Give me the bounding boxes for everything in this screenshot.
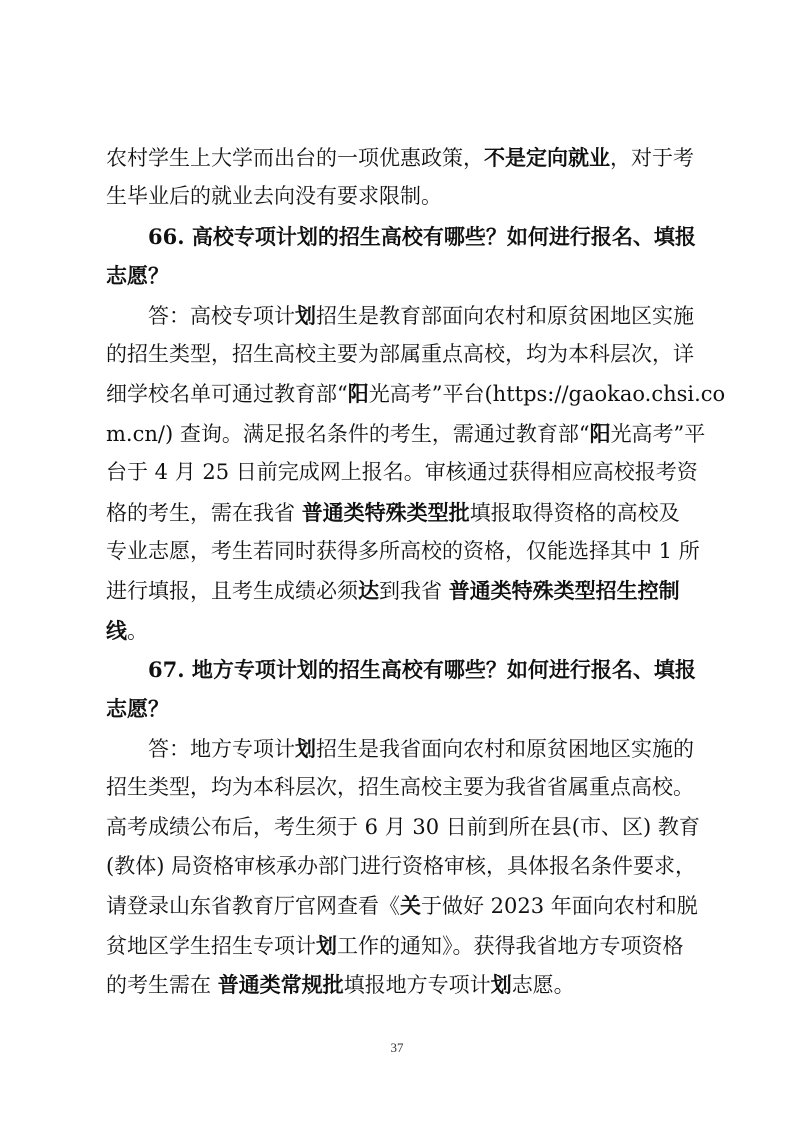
text-run: 招生是教育部面向农村和原贫困地区实施 <box>316 303 694 328</box>
text-run: 答：高校专项计 <box>148 303 295 328</box>
text-run: 专业志愿，考生若同时获得多所高校的资格，仅能选择其中 1 所 <box>106 538 700 563</box>
bold-text-run: 关 <box>400 893 421 919</box>
text-run: 贫地区学生招生专项计 <box>106 933 316 958</box>
bold-text-run: 划 <box>316 932 337 958</box>
question-66-title <box>106 217 696 256</box>
answer-66-line <box>106 453 698 492</box>
text-run: 生毕业后的就业去向没有要求限制。 <box>106 184 442 209</box>
text-run: 工作的通知》。获得我省地方专项资格 <box>337 933 684 958</box>
text-run: 。 <box>127 618 148 643</box>
page-number: 37 <box>390 1040 404 1055</box>
answer-66-line <box>106 532 700 571</box>
bold-text-run: 划 <box>295 735 316 761</box>
paragraph-line <box>106 138 694 177</box>
bold-text-run: 普通类常规批 <box>217 972 344 998</box>
document-body <box>106 138 726 1005</box>
question-67-title-cont <box>106 689 690 728</box>
text-run: (教体) 局资格审核承办部门进行资格审核，具体报名条件要求， <box>106 854 697 879</box>
bold-text-run: 划 <box>295 302 316 328</box>
text-run: 志愿。 <box>511 973 575 998</box>
answer-67-line <box>106 768 694 807</box>
paragraph-line <box>106 177 690 216</box>
text-run: 的招生类型，招生高校主要为部属重点高校，均为本科层次，详 <box>106 341 694 366</box>
text-run: 请登录山东省教育厅官网查看《 <box>106 894 400 919</box>
text-run: 填报取得资格的高校及 <box>469 500 680 525</box>
bold-text-run: 线 <box>106 617 127 643</box>
text-run: 的考生需在 <box>106 973 218 998</box>
bold-text-run: 达 <box>358 578 379 604</box>
text-run: 光高考”平台(https://gaokao.chsi.co <box>368 382 726 407</box>
text-run: 进行填报，且考生成绩必须 <box>106 579 358 604</box>
text-run: 高考成绩公布后，考生须于 6 月 30 日前到所在县(市、区) 教育 <box>106 814 700 839</box>
answer-67-line <box>106 886 698 925</box>
answer-67-line <box>106 965 690 1004</box>
question-heading: 67. 地方专项计划的招生高校有哪些？如何进行报名、填报 <box>148 657 696 683</box>
text-run: ，对于考 <box>610 146 694 170</box>
answer-66-line <box>106 611 690 650</box>
answer-67-line <box>106 847 697 886</box>
text-run: 于做好 2023 年面向农村和脱 <box>421 894 698 919</box>
question-heading: 66. 高校专项计划的招生高校有哪些？如何进行报名、填报 <box>148 223 696 249</box>
text-run: 填报地方专项计 <box>343 973 491 998</box>
question-heading: 志愿？ <box>106 263 169 289</box>
bold-text-run: 阳 <box>347 381 369 407</box>
answer-67-line <box>106 808 700 847</box>
answer-67-line <box>106 729 694 768</box>
text-run: 招生类型，均为本科层次，招生高校主要为我省省属重点高校。 <box>106 775 694 800</box>
text-run: 台于 4 月 25 日前完成网上报名。审核通过获得相应高校报考资 <box>106 460 698 485</box>
bold-text-run: 划 <box>490 972 512 998</box>
text-run: 招生是我省面向农村和原贫困地区实施的 <box>316 736 694 761</box>
text-run: 到我省 <box>379 579 449 604</box>
text-run: 答：地方专项计 <box>148 736 295 761</box>
answer-66-line <box>106 571 690 610</box>
bold-text-run: 普通类特殊类型批 <box>301 499 470 525</box>
bold-text-run: 普通类特殊类型招生控制 <box>448 578 680 604</box>
answer-66-line <box>106 335 694 374</box>
question-67-title <box>106 650 696 689</box>
text-run: 细学校名单可通过教育部“ <box>106 382 348 407</box>
bold-text-run: 阳 <box>589 420 611 446</box>
text-run: 格的考生，需在我省 <box>106 500 302 525</box>
text-run: 农村学生上大学而出台的一项优惠政策， <box>106 146 484 170</box>
question-66-title-cont <box>106 256 690 295</box>
question-heading: 志愿？ <box>106 696 169 722</box>
bold-text-run: 不是定向就业 <box>484 145 610 170</box>
text-run: m.cn/) 查询。满足报名条件的考生，需通过教育部“ <box>106 421 590 446</box>
answer-66-line <box>106 296 694 335</box>
answer-66-line <box>106 374 726 413</box>
text-run: 光高考”平 <box>610 421 706 446</box>
answer-66-line <box>106 493 690 532</box>
answer-67-line <box>106 926 690 965</box>
answer-66-line <box>106 414 706 453</box>
